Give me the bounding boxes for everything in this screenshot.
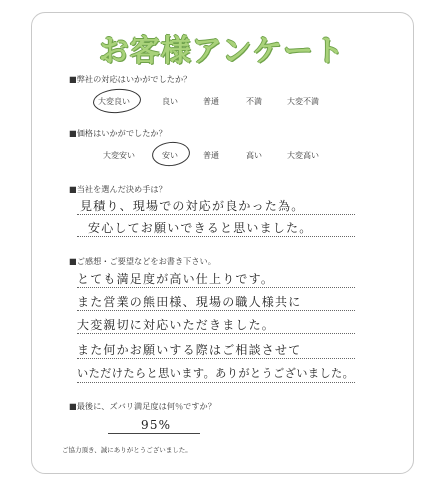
handwritten-satisfaction: 95% <box>141 418 172 432</box>
question-satisfaction: ■最後に、ズバリ満足度は何％ですか？ <box>69 401 216 411</box>
question-price: ■価格はいかがでしたか？ <box>69 128 167 138</box>
answer-rule <box>108 433 200 434</box>
handwritten-comment-line-2: また営業の熊田様、現場の職人様共に <box>77 295 302 309</box>
answer-rule <box>77 287 355 288</box>
handwritten-comment-line-1: とても満足度が高い仕上りです。 <box>77 272 275 286</box>
question-comments: ■ご感想・ご要望などをお書き下さい。 <box>69 256 216 266</box>
thank-you-note: ご協力頂き、誠にありがとうございました。 <box>62 446 192 454</box>
answer-rule <box>77 358 355 359</box>
option-price-1: 大変安い <box>103 151 135 160</box>
handwritten-comment-line-5: いただけたらと思います。ありがとうございました。 <box>77 367 355 380</box>
answer-rule <box>77 310 355 311</box>
option-service-2: 良い <box>162 97 178 106</box>
answer-rule <box>77 333 355 334</box>
option-price-3: 普通 <box>203 151 219 160</box>
option-price-2: 安い <box>162 151 178 160</box>
question-service: ■弊社の対応はいかがでしたか？ <box>69 74 192 84</box>
handwritten-reason-line-2: 安心してお願いできると思いました。 <box>88 221 313 235</box>
handwritten-comment-line-4: また何かお願いする際はご相談させて <box>77 343 302 357</box>
answer-rule <box>77 236 355 237</box>
option-service-1: 大変良い <box>98 97 130 106</box>
handwritten-reason-line-1: 見積り、現場での対応が良かった為。 <box>80 199 305 213</box>
option-price-4: 高い <box>246 151 262 160</box>
survey-title: お客様アンケート <box>98 34 346 69</box>
option-service-4: 不満 <box>246 97 262 106</box>
question-reason: ■当社を選んだ決め手は？ <box>69 184 167 194</box>
option-price-5: 大変高い <box>287 151 319 160</box>
option-service-5: 大変不満 <box>287 97 319 106</box>
option-service-3: 普通 <box>203 97 219 106</box>
answer-rule <box>77 382 355 383</box>
handwritten-comment-line-3: 大変親切に対応いただきました。 <box>77 318 276 332</box>
answer-rule <box>77 214 355 215</box>
